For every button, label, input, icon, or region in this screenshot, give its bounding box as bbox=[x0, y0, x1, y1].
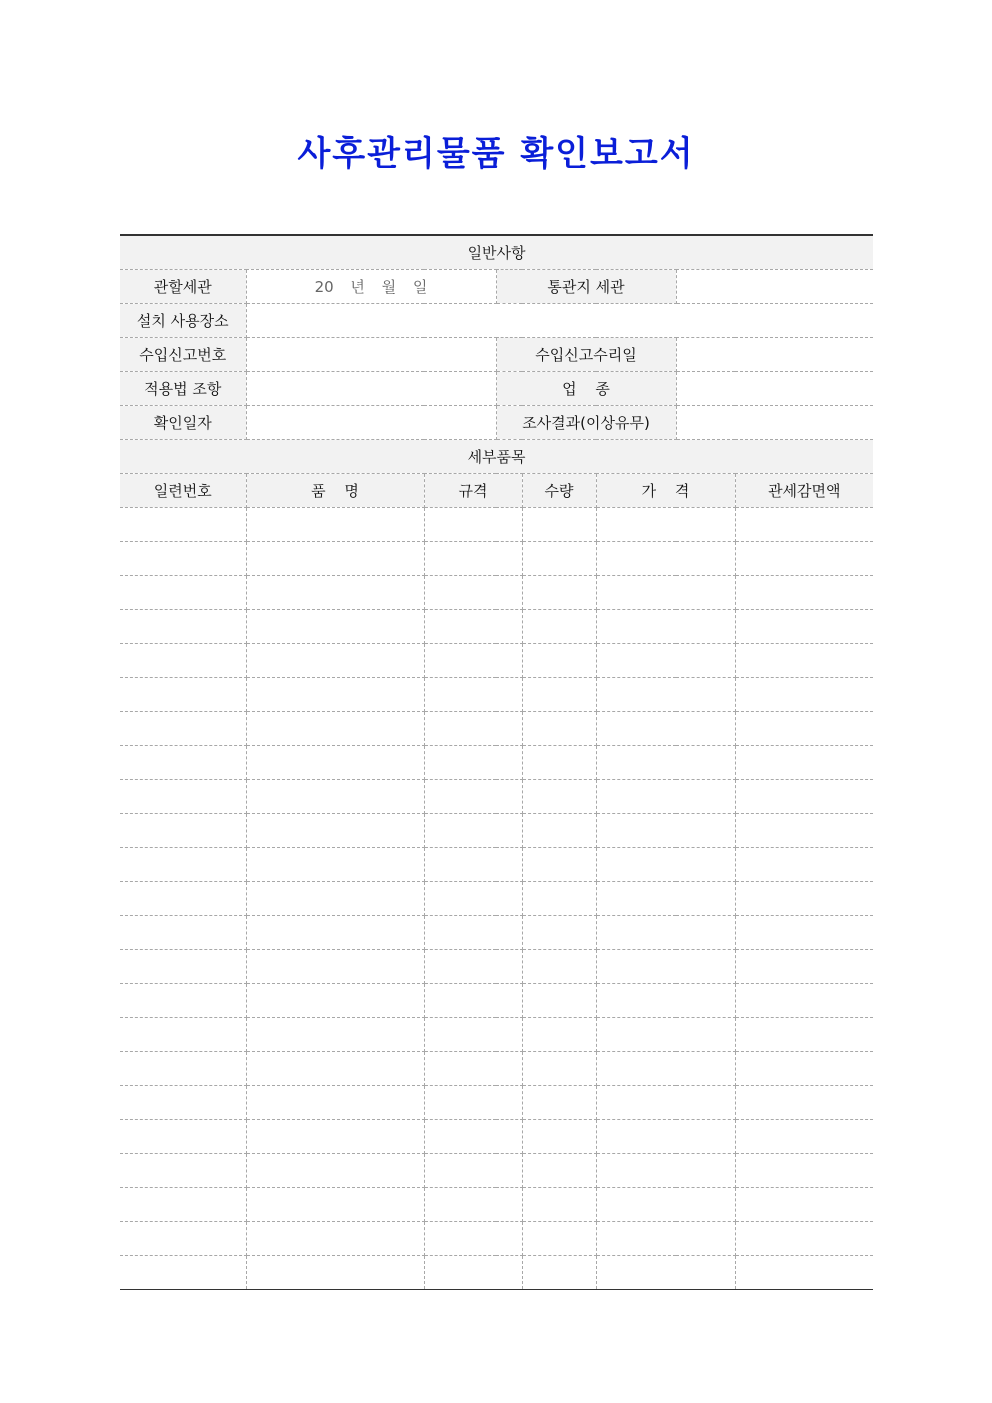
serial-no-cell[interactable] bbox=[120, 609, 246, 643]
duty-reduction-cell[interactable] bbox=[735, 507, 873, 541]
item-name-cell[interactable] bbox=[246, 1017, 424, 1051]
serial-no-cell[interactable] bbox=[120, 1221, 246, 1255]
general-row-1 bbox=[120, 269, 873, 303]
duty-reduction-cell[interactable] bbox=[735, 541, 873, 575]
quantity-cell[interactable] bbox=[522, 575, 596, 609]
inspection-result-field[interactable] bbox=[676, 405, 873, 439]
quantity-cell[interactable] bbox=[522, 847, 596, 881]
spec-cell[interactable] bbox=[424, 1221, 522, 1255]
quantity-cell[interactable] bbox=[522, 643, 596, 677]
spec-cell[interactable] bbox=[424, 643, 522, 677]
clearance-office-field[interactable] bbox=[676, 269, 873, 303]
quantity-cell[interactable] bbox=[522, 745, 596, 779]
item-name-cell[interactable] bbox=[246, 1187, 424, 1221]
install-location-field[interactable] bbox=[246, 303, 873, 337]
duty-reduction-cell[interactable] bbox=[735, 1153, 873, 1187]
general-row-5 bbox=[120, 405, 873, 439]
item-name-cell[interactable] bbox=[246, 1255, 424, 1289]
spec-cell[interactable] bbox=[424, 1017, 522, 1051]
detail-item-row bbox=[120, 1085, 873, 1119]
spec-cell[interactable] bbox=[424, 847, 522, 881]
serial-no-cell[interactable] bbox=[120, 1187, 246, 1221]
quantity-cell[interactable] bbox=[522, 711, 596, 745]
serial-no-cell[interactable] bbox=[120, 779, 246, 813]
applicable-law-field[interactable] bbox=[246, 371, 496, 405]
duty-reduction-cell[interactable] bbox=[735, 1051, 873, 1085]
duty-reduction-cell[interactable] bbox=[735, 983, 873, 1017]
item-name-cell[interactable] bbox=[246, 813, 424, 847]
detail-item-row bbox=[120, 1153, 873, 1187]
duty-reduction-cell[interactable] bbox=[735, 1119, 873, 1153]
serial-no-cell[interactable] bbox=[120, 847, 246, 881]
clearance-office-label: 통관지 세관 bbox=[496, 269, 676, 303]
spec-cell[interactable] bbox=[424, 1051, 522, 1085]
price-cell[interactable] bbox=[596, 983, 735, 1017]
item-name-cell[interactable] bbox=[246, 609, 424, 643]
detail-item-row bbox=[120, 745, 873, 779]
detail-item-row bbox=[120, 949, 873, 983]
serial-no-cell[interactable] bbox=[120, 1085, 246, 1119]
serial-no-cell[interactable] bbox=[120, 575, 246, 609]
detail-item-row bbox=[120, 575, 873, 609]
detail-item-row bbox=[120, 1051, 873, 1085]
quantity-cell[interactable] bbox=[522, 1051, 596, 1085]
duty-reduction-cell[interactable] bbox=[735, 711, 873, 745]
column-header-serial-no: 일련번호 bbox=[120, 473, 246, 507]
details-column-header-row bbox=[120, 473, 873, 507]
quantity-cell[interactable] bbox=[522, 677, 596, 711]
business-type-label: 업 종 bbox=[496, 371, 676, 405]
price-cell[interactable] bbox=[596, 507, 735, 541]
price-cell[interactable] bbox=[596, 1119, 735, 1153]
item-name-cell[interactable] bbox=[246, 1085, 424, 1119]
price-cell[interactable] bbox=[596, 1187, 735, 1221]
serial-no-cell[interactable] bbox=[120, 1255, 246, 1289]
customs-office-date-field[interactable]: 20 년 월 일 bbox=[246, 269, 496, 303]
spec-cell[interactable] bbox=[424, 915, 522, 949]
quantity-cell[interactable] bbox=[522, 813, 596, 847]
business-type-field[interactable] bbox=[676, 371, 873, 405]
price-cell[interactable] bbox=[596, 813, 735, 847]
spec-cell[interactable] bbox=[424, 983, 522, 1017]
applicable-law-label: 적용법 조항 bbox=[120, 371, 246, 405]
document-title: 사후관리물품 확인보고서 bbox=[297, 134, 695, 174]
duty-reduction-cell[interactable] bbox=[735, 677, 873, 711]
quantity-cell[interactable] bbox=[522, 1221, 596, 1255]
detail-item-row bbox=[120, 813, 873, 847]
item-name-cell[interactable] bbox=[246, 847, 424, 881]
detail-item-row bbox=[120, 1255, 873, 1289]
duty-reduction-cell[interactable] bbox=[735, 575, 873, 609]
serial-no-cell[interactable] bbox=[120, 1017, 246, 1051]
price-cell[interactable] bbox=[596, 1221, 735, 1255]
item-name-cell[interactable] bbox=[246, 881, 424, 915]
quantity-cell[interactable] bbox=[522, 609, 596, 643]
price-cell[interactable] bbox=[596, 915, 735, 949]
detail-item-row bbox=[120, 507, 873, 541]
detail-item-row bbox=[120, 609, 873, 643]
detail-item-row bbox=[120, 643, 873, 677]
duty-reduction-cell[interactable] bbox=[735, 779, 873, 813]
quantity-cell[interactable] bbox=[522, 1187, 596, 1221]
price-cell[interactable] bbox=[596, 949, 735, 983]
item-name-cell[interactable] bbox=[246, 1119, 424, 1153]
duty-reduction-cell[interactable] bbox=[735, 847, 873, 881]
general-section-header: 일반사항 bbox=[120, 235, 873, 269]
general-row-3 bbox=[120, 337, 873, 371]
column-header-spec: 규격 bbox=[424, 473, 522, 507]
spec-cell[interactable] bbox=[424, 541, 522, 575]
detail-item-row bbox=[120, 779, 873, 813]
quantity-cell[interactable] bbox=[522, 507, 596, 541]
price-cell[interactable] bbox=[596, 575, 735, 609]
import-decl-no-label: 수입신고번호 bbox=[120, 337, 246, 371]
confirm-date-label: 확인일자 bbox=[120, 405, 246, 439]
duty-reduction-cell[interactable] bbox=[735, 915, 873, 949]
serial-no-cell[interactable] bbox=[120, 745, 246, 779]
quantity-cell[interactable] bbox=[522, 1153, 596, 1187]
serial-no-cell[interactable] bbox=[120, 915, 246, 949]
duty-reduction-cell[interactable] bbox=[735, 643, 873, 677]
price-cell[interactable] bbox=[596, 643, 735, 677]
item-name-cell[interactable] bbox=[246, 1153, 424, 1187]
duty-reduction-cell[interactable] bbox=[735, 949, 873, 983]
quantity-cell[interactable] bbox=[522, 881, 596, 915]
serial-no-cell[interactable] bbox=[120, 813, 246, 847]
item-name-cell[interactable] bbox=[246, 1051, 424, 1085]
detail-item-row bbox=[120, 983, 873, 1017]
spec-cell[interactable] bbox=[424, 1153, 522, 1187]
spec-cell[interactable] bbox=[424, 507, 522, 541]
detail-item-row bbox=[120, 711, 873, 745]
duty-reduction-cell[interactable] bbox=[735, 1255, 873, 1289]
detail-item-row bbox=[120, 915, 873, 949]
spec-cell[interactable] bbox=[424, 779, 522, 813]
serial-no-cell[interactable] bbox=[120, 881, 246, 915]
price-cell[interactable] bbox=[596, 609, 735, 643]
quantity-cell[interactable] bbox=[522, 983, 596, 1017]
install-location-label: 설치 사용장소 bbox=[120, 303, 246, 337]
item-name-cell[interactable] bbox=[246, 711, 424, 745]
duty-reduction-cell[interactable] bbox=[735, 1085, 873, 1119]
serial-no-cell[interactable] bbox=[120, 541, 246, 575]
column-header-quantity: 수량 bbox=[522, 473, 596, 507]
details-section-header-row bbox=[120, 439, 873, 473]
price-cell[interactable] bbox=[596, 711, 735, 745]
general-row-4 bbox=[120, 371, 873, 405]
customs-office-label: 관할세관 bbox=[120, 269, 246, 303]
item-name-cell[interactable] bbox=[246, 949, 424, 983]
item-name-cell[interactable] bbox=[246, 779, 424, 813]
serial-no-cell[interactable] bbox=[120, 1153, 246, 1187]
report-form-table bbox=[120, 234, 873, 1290]
general-row-2 bbox=[120, 303, 873, 337]
detail-item-row bbox=[120, 1119, 873, 1153]
item-name-cell[interactable] bbox=[246, 745, 424, 779]
duty-reduction-cell[interactable] bbox=[735, 609, 873, 643]
import-decl-no-field[interactable] bbox=[246, 337, 496, 371]
duty-reduction-cell[interactable] bbox=[735, 745, 873, 779]
spec-cell[interactable] bbox=[424, 1255, 522, 1289]
item-name-cell[interactable] bbox=[246, 575, 424, 609]
serial-no-cell[interactable] bbox=[120, 711, 246, 745]
spec-cell[interactable] bbox=[424, 609, 522, 643]
details-section-header: 세부품목 bbox=[120, 439, 873, 473]
spec-cell[interactable] bbox=[424, 881, 522, 915]
quantity-cell[interactable] bbox=[522, 1255, 596, 1289]
spec-cell[interactable] bbox=[424, 1085, 522, 1119]
detail-item-row bbox=[120, 541, 873, 575]
price-cell[interactable] bbox=[596, 541, 735, 575]
column-header-price: 가 격 bbox=[596, 473, 735, 507]
quantity-cell[interactable] bbox=[522, 1017, 596, 1051]
item-name-cell[interactable] bbox=[246, 643, 424, 677]
quantity-cell[interactable] bbox=[522, 1119, 596, 1153]
serial-no-cell[interactable] bbox=[120, 507, 246, 541]
spec-cell[interactable] bbox=[424, 949, 522, 983]
spec-cell[interactable] bbox=[424, 813, 522, 847]
inspection-result-label: 조사결과(이상유무) bbox=[496, 405, 676, 439]
price-cell[interactable] bbox=[596, 1017, 735, 1051]
price-cell[interactable] bbox=[596, 1255, 735, 1289]
price-cell[interactable] bbox=[596, 847, 735, 881]
general-section-header-row bbox=[120, 235, 873, 269]
serial-no-cell[interactable] bbox=[120, 677, 246, 711]
item-name-cell[interactable] bbox=[246, 541, 424, 575]
spec-cell[interactable] bbox=[424, 745, 522, 779]
item-name-cell[interactable] bbox=[246, 507, 424, 541]
price-cell[interactable] bbox=[596, 1085, 735, 1119]
duty-reduction-cell[interactable] bbox=[735, 1221, 873, 1255]
confirm-date-field[interactable] bbox=[246, 405, 496, 439]
spec-cell[interactable] bbox=[424, 711, 522, 745]
item-name-cell[interactable] bbox=[246, 983, 424, 1017]
duty-reduction-cell[interactable] bbox=[735, 813, 873, 847]
spec-cell[interactable] bbox=[424, 677, 522, 711]
spec-cell[interactable] bbox=[424, 575, 522, 609]
quantity-cell[interactable] bbox=[522, 779, 596, 813]
item-name-cell[interactable] bbox=[246, 1221, 424, 1255]
quantity-cell[interactable] bbox=[522, 949, 596, 983]
serial-no-cell[interactable] bbox=[120, 983, 246, 1017]
quantity-cell[interactable] bbox=[522, 541, 596, 575]
detail-item-row bbox=[120, 1017, 873, 1051]
duty-reduction-cell[interactable] bbox=[735, 881, 873, 915]
import-accept-date-field[interactable] bbox=[676, 337, 873, 371]
duty-reduction-cell[interactable] bbox=[735, 1017, 873, 1051]
price-cell[interactable] bbox=[596, 779, 735, 813]
serial-no-cell[interactable] bbox=[120, 949, 246, 983]
duty-reduction-cell[interactable] bbox=[735, 1187, 873, 1221]
detail-item-row bbox=[120, 847, 873, 881]
serial-no-cell[interactable] bbox=[120, 643, 246, 677]
import-accept-date-label: 수입신고수리일 bbox=[496, 337, 676, 371]
price-cell[interactable] bbox=[596, 745, 735, 779]
quantity-cell[interactable] bbox=[522, 915, 596, 949]
price-cell[interactable] bbox=[596, 881, 735, 915]
price-cell[interactable] bbox=[596, 1051, 735, 1085]
detail-item-row bbox=[120, 881, 873, 915]
price-cell[interactable] bbox=[596, 1153, 735, 1187]
column-header-item-name: 품 명 bbox=[246, 473, 424, 507]
detail-item-row bbox=[120, 677, 873, 711]
serial-no-cell[interactable] bbox=[120, 1119, 246, 1153]
item-name-cell[interactable] bbox=[246, 915, 424, 949]
column-header-duty-reduction: 관세감면액 bbox=[735, 473, 873, 507]
detail-item-row bbox=[120, 1187, 873, 1221]
item-name-cell[interactable] bbox=[246, 677, 424, 711]
spec-cell[interactable] bbox=[424, 1187, 522, 1221]
price-cell[interactable] bbox=[596, 677, 735, 711]
detail-item-row bbox=[120, 1221, 873, 1255]
quantity-cell[interactable] bbox=[522, 1085, 596, 1119]
serial-no-cell[interactable] bbox=[120, 1051, 246, 1085]
spec-cell[interactable] bbox=[424, 1119, 522, 1153]
